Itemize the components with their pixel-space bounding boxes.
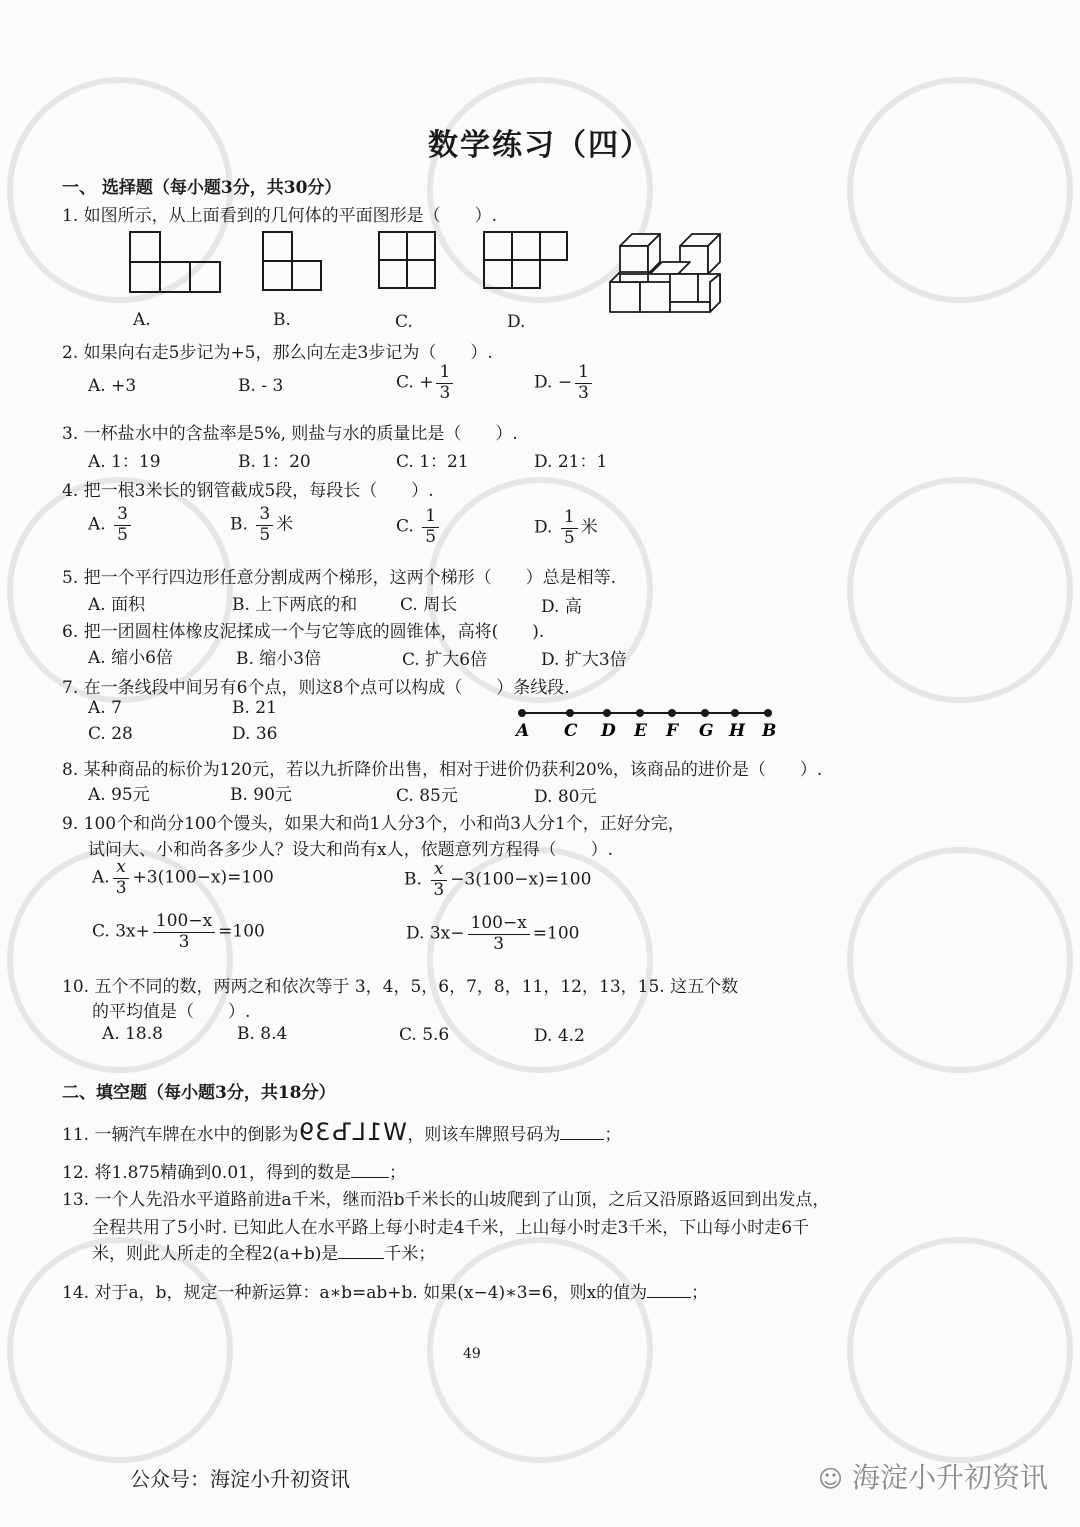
- section-heading-choice: 一、 选择题（每小题3分，共30分）: [62, 178, 342, 198]
- question-7: 7. 在一条线段中间另有6个点，则这8个点可以构成（ ）条线段.: [62, 678, 570, 698]
- q4-option-a: A. $\frac{3}{5}$: [88, 505, 134, 545]
- q9-option-d: D. 3x− $\frac{100-x}{3}$ =100: [406, 913, 580, 954]
- question-6: 6. 把一团圆柱体橡皮泥揉成一个与它等底的圆锥体，高将( ).: [62, 622, 545, 642]
- q12-blank[interactable]: [351, 1177, 389, 1178]
- question-13-line-2: 全程共用了5小时. 已知此人在水平路上每小时走4千米，上山每小时走3千米，下山每小时走6千: [92, 1218, 810, 1238]
- question-1: 1. 如图所示，从上面看到的几何体的平面图形是（ ）.: [62, 206, 498, 226]
- q7-label-H: H: [729, 721, 746, 741]
- q7-segment-diagram: [510, 702, 790, 744]
- q3-option-d: D. 21：1: [534, 452, 608, 472]
- q8-option-c: C. 85元: [396, 786, 458, 806]
- q6-option-b: B. 缩小3倍: [236, 649, 322, 669]
- q5-option-b: B. 上下两底的和: [232, 595, 358, 615]
- q7-point-D: [603, 709, 611, 717]
- question-13-line-3: 米，则此人所走的全程2(a+b)是 千米；: [92, 1244, 436, 1264]
- wechat-icon: ☺: [818, 1465, 844, 1493]
- question-13-line-1: 13. 一个人先沿水平道路前进a千米，继而沿b千米长的山坡爬到了山顶，之后又沿原路返回到出发点，: [62, 1190, 830, 1210]
- question-9-line-1: 9. 100个和尚分100个馒头，如果大和尚1人分3个，小和尚3人分1个，正好分完，: [62, 814, 685, 834]
- q13-blank[interactable]: [338, 1258, 384, 1259]
- q4-option-c: C. $\frac{1}{5}$: [396, 507, 442, 547]
- q7-point-B: [764, 709, 772, 717]
- question-8: 8. 某种商品的标价为120元，若以九折降价出售，相对于进价仍获利20%，该商品的进价是（ ）.: [62, 760, 823, 780]
- q7-label-B: B: [762, 721, 777, 741]
- q1-option-c: C.: [395, 312, 413, 332]
- q7-label-G: G: [699, 721, 714, 741]
- q4-option-b: B. $\frac{3}{5}$ 米: [230, 504, 294, 545]
- question-11: 11. 一辆汽车牌在水中的倒影为W1LЪ39，则该车牌照号码为 ；: [62, 1118, 622, 1146]
- q8-option-b: B. 90元: [230, 785, 292, 805]
- q14-blank[interactable]: [647, 1297, 691, 1298]
- q8-option-a: A. 95元: [88, 785, 150, 805]
- q7-option-c: C. 28: [88, 724, 133, 744]
- question-9-line-2: 试问大、小和尚各多少人？设大和尚有x人，依题意列方程得（ ）.: [88, 840, 613, 860]
- q7-label-E: E: [634, 721, 647, 741]
- q7-point-H: [731, 709, 739, 717]
- q1-figures: [120, 226, 740, 321]
- question-10-line-2: 的平均值是（ ）.: [92, 1002, 251, 1022]
- page-title: 数学练习（四）: [428, 128, 652, 163]
- q3-option-a: A. 1：19: [88, 452, 161, 472]
- q1-option-d: D.: [507, 312, 526, 332]
- question-5: 5. 把一个平行四边形任意分割成两个梯形，这两个梯形（ ）总是相等.: [62, 568, 617, 588]
- question-12: 12. 将1.875精确到0.01，得到的数是 ；: [62, 1163, 406, 1183]
- q5-option-c: C. 周长: [400, 595, 458, 615]
- q4-option-d: D. $\frac{1}{5}$ 米: [534, 507, 598, 548]
- q3-option-b: B. 1：20: [238, 452, 311, 472]
- q5-option-a: A. 面积: [88, 595, 146, 615]
- question-4: 4. 把一根3米长的钢管截成5段，每段长（ ）.: [62, 481, 434, 501]
- q10-option-a: A. 18.8: [102, 1024, 163, 1044]
- q7-option-d: D. 36: [232, 724, 278, 744]
- q7-point-E: [636, 709, 644, 717]
- q2-option-d: D. − $\frac{1}{3}$: [534, 363, 595, 403]
- q7-label-C: C: [564, 721, 578, 741]
- q9-option-c: C. 3x+ $\frac{100-x}{3}$ =100: [92, 911, 265, 952]
- q7-point-C: [566, 709, 574, 717]
- q7-option-b: B. 21: [232, 698, 277, 718]
- q7-label-A: A: [516, 721, 530, 741]
- question-3: 3. 一杯盐水中的含盐率是5%, 则盐与水的质量比是（ ）.: [62, 424, 518, 444]
- footer-account: 公众号：海淀小升初资讯: [130, 1467, 350, 1491]
- q7-point-F: [668, 709, 676, 717]
- q11-blank[interactable]: [560, 1139, 604, 1140]
- page-number: 49: [463, 1346, 481, 1362]
- q10-option-c: C. 5.6: [399, 1025, 450, 1045]
- q2-option-a: A. +3: [88, 376, 137, 396]
- q6-option-a: A. 缩小6倍: [88, 648, 173, 668]
- q10-option-d: D. 4.2: [534, 1026, 585, 1046]
- q2-option-c: C. + $\frac{1}{3}$: [396, 363, 456, 403]
- q1-option-a: A.: [133, 310, 151, 330]
- q7-label-D: D: [601, 721, 616, 741]
- q2-option-b: B. - 3: [238, 376, 284, 396]
- section-heading-fill: 二、填空题（每小题3分，共18分）: [62, 1083, 336, 1103]
- q7-label-F: F: [666, 721, 679, 741]
- mirrored-plate: W1LЪ39: [298, 1118, 408, 1146]
- q6-option-c: C. 扩大6倍: [402, 650, 488, 670]
- q3-option-c: C. 1：21: [396, 452, 469, 472]
- q9-option-b: B. $\frac{x}{3}$ −3(100−x)=100: [404, 859, 592, 900]
- q7-point-A: [518, 709, 526, 717]
- q6-option-d: D. 扩大3倍: [541, 650, 627, 670]
- q1-option-b: B.: [273, 310, 291, 330]
- question-2: 2. 如果向右走5步记为+5，那么向左走3步记为（ ）.: [62, 343, 493, 363]
- wechat-logo: ☺ 海淀小升初资讯: [818, 1461, 1048, 1494]
- q5-option-d: D. 高: [541, 597, 582, 617]
- q9-option-a: A. $\frac{x}{3}$ +3(100−x)=100: [92, 857, 274, 898]
- question-14: 14. 对于a，b，规定一种新运算：a∗b=ab+b. 如果(x−4)∗3=6，则x的值为 ；: [62, 1283, 709, 1303]
- question-10-line-1: 10. 五个不同的数，两两之和依次等于 3，4，5，6，7，8，11，12，13，15. 这五个数: [62, 977, 739, 997]
- q10-option-b: B. 8.4: [237, 1024, 288, 1044]
- q8-option-d: D. 80元: [534, 787, 597, 807]
- q7-option-a: A. 7: [88, 698, 122, 718]
- q7-point-G: [701, 709, 709, 717]
